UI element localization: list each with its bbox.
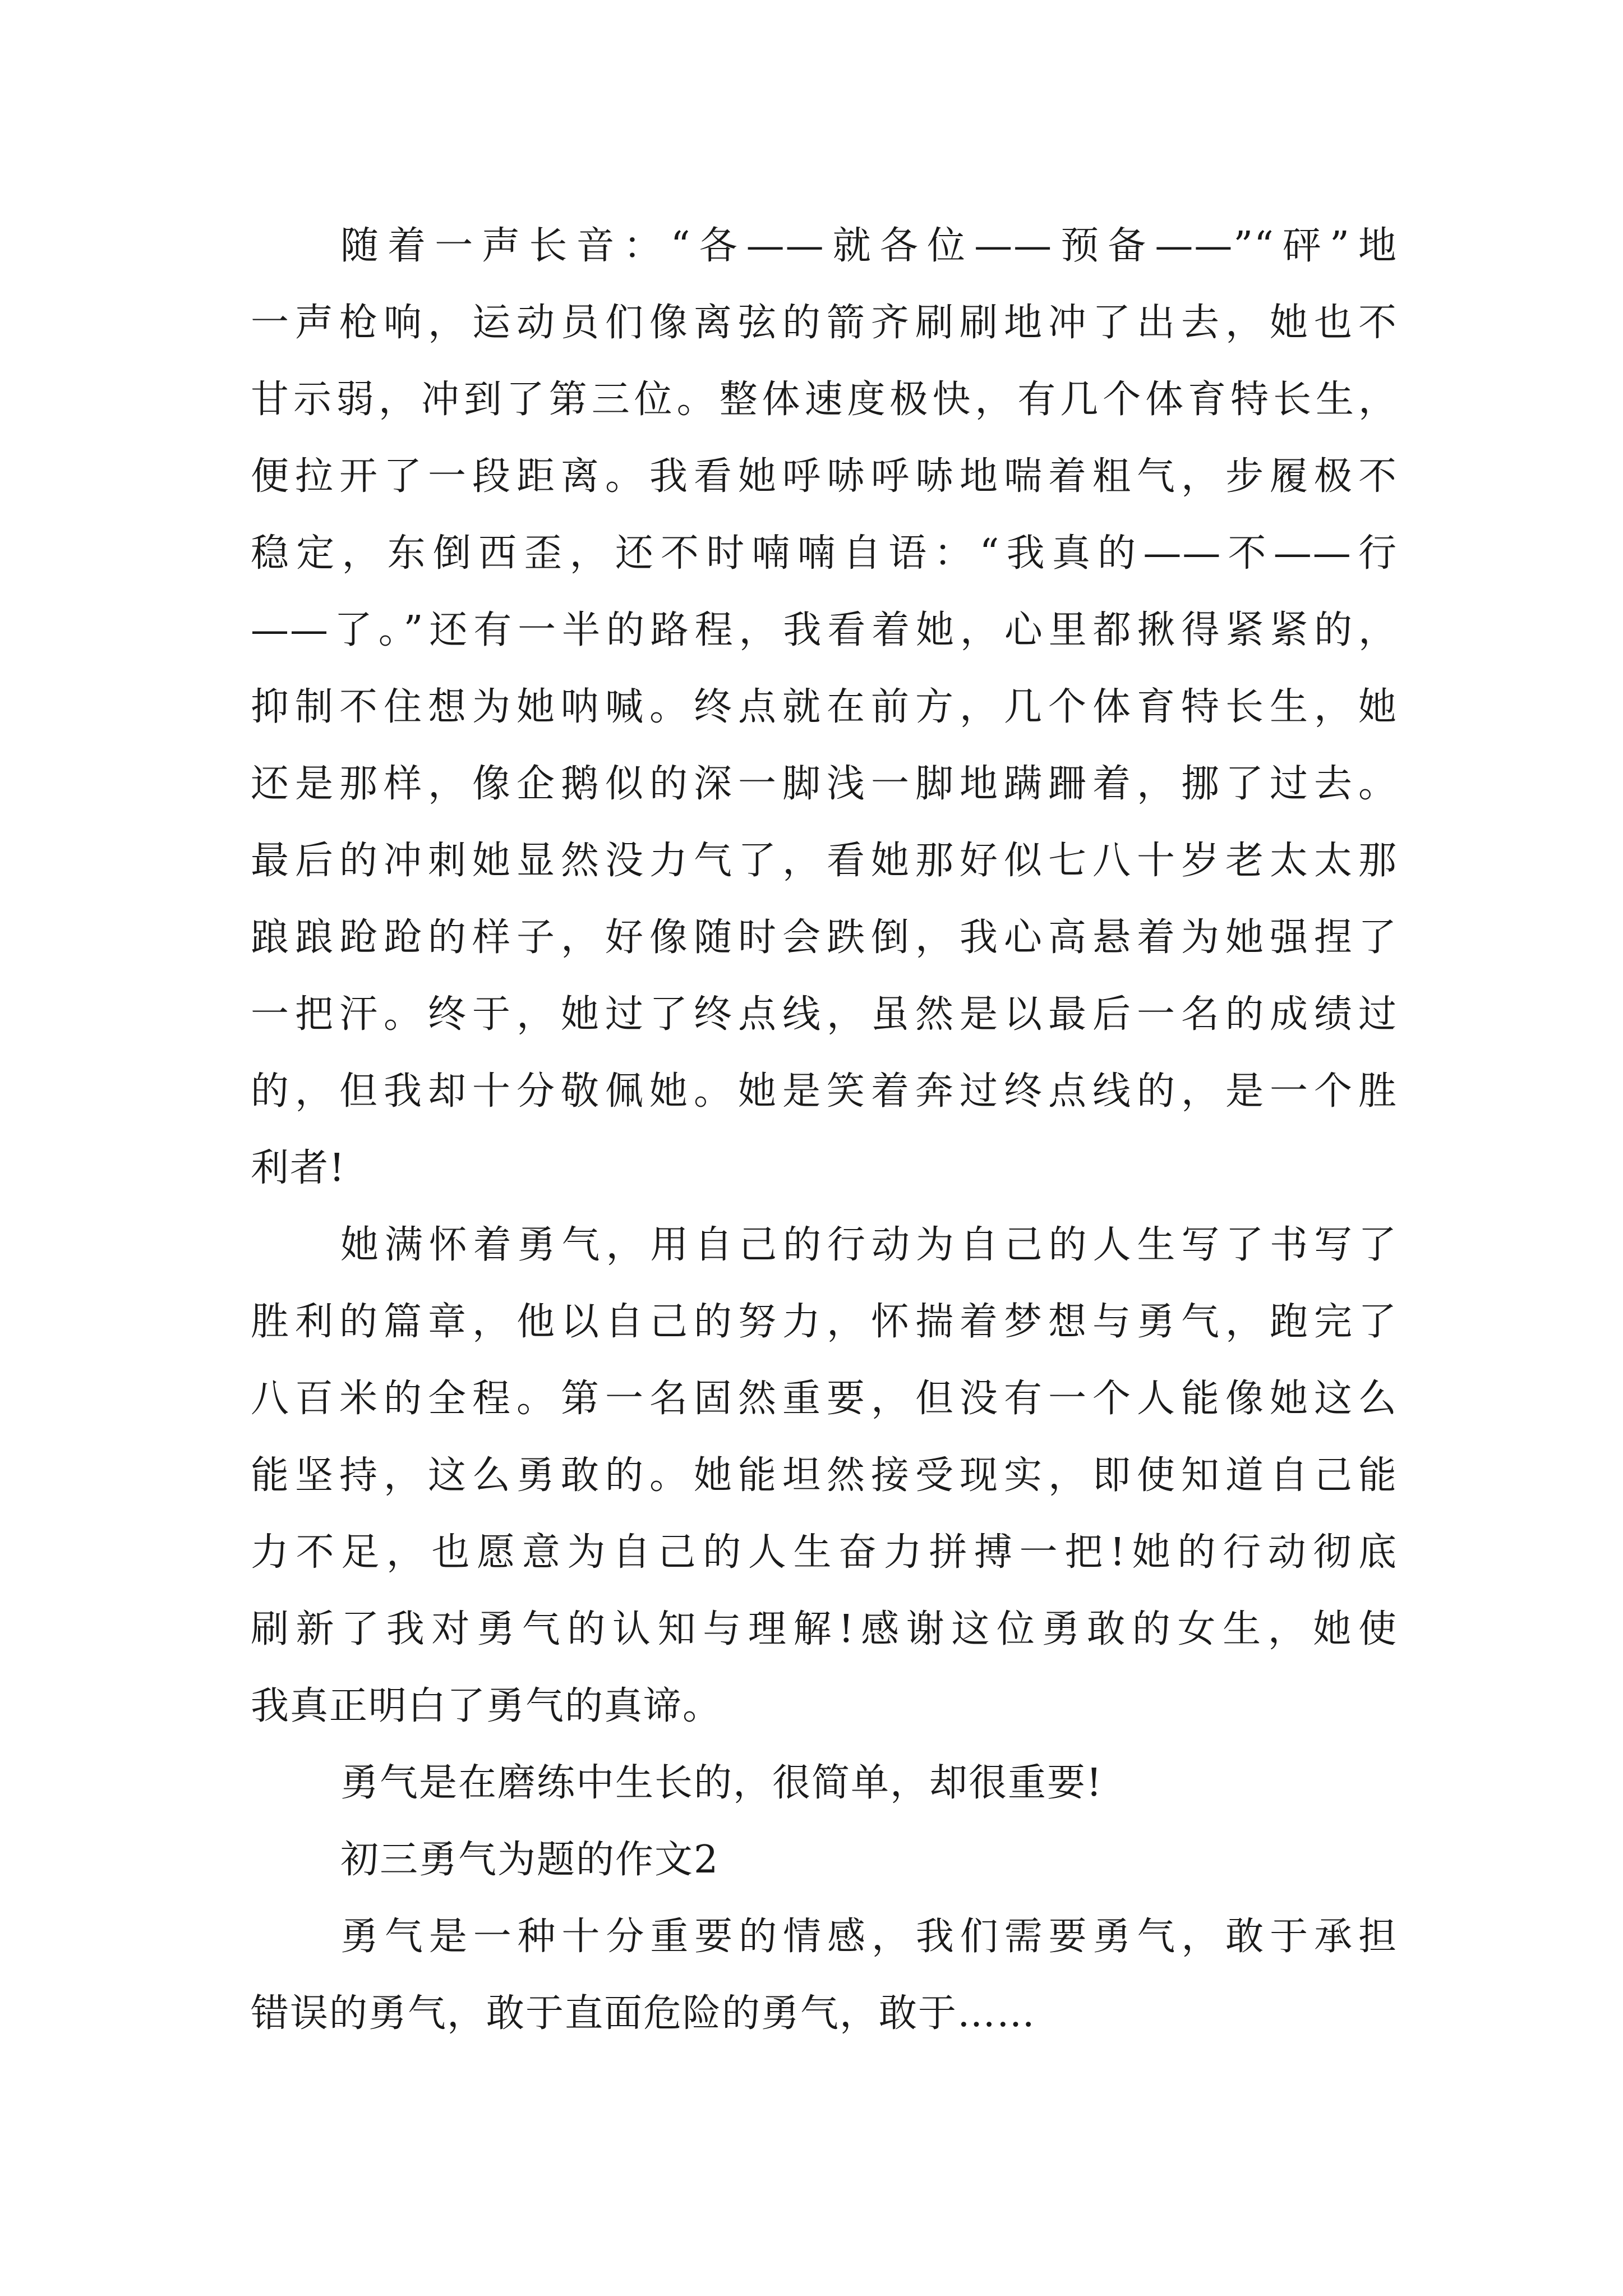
text-line: 随着一声长音：“各——就各位——预备——”“砰”地 [340, 224, 1398, 268]
text-line: 踉踉跄跄的样子，好像随时会跌倒，我心高悬着为她强捏了 [251, 915, 1398, 960]
text-line: 力不足，也愿意为自己的人生奋力拼搏一把!她的行动彻底 [251, 1530, 1398, 1575]
text-line: 能坚持，这么勇敢的。她能坦然接受现实，即使知道自己能 [251, 1453, 1398, 1498]
essay-title: 初三勇气为题的作文2 [340, 1838, 720, 1882]
text-line: 稳定，东倒西歪，还不时喃喃自语：“我真的——不——行 [251, 531, 1398, 576]
document-body [251, 208, 1398, 2052]
text-line: 利者! [251, 1146, 346, 1190]
text-line: 抑制不住想为她呐喊。终点就在前方，几个体育特长生，她 [251, 685, 1398, 729]
text-line: 错误的勇气，敢于直面危险的勇气，敢于…… [251, 1991, 1036, 2036]
paragraph-courage-reflection [251, 1207, 1398, 1745]
text-line: 一把汗。终于，她过了终点线，虽然是以最后一名的成绩过 [251, 992, 1398, 1037]
text-line: 胜利的篇章，他以自己的努力，怀揣着梦想与勇气，跑完了 [251, 1300, 1398, 1344]
paragraph-essay-2-intro [251, 1898, 1398, 2052]
paragraph-race [251, 208, 1398, 1207]
text-line: 勇气是在磨练中生长的，很简单，却很重要! [340, 1761, 1103, 1805]
text-line: 八百米的全程。第一名固然重要，但没有一个人能像她这么 [251, 1377, 1398, 1421]
text-line: 便拉开了一段距离。我看她呼哧呼哧地喘着粗气，步履极不 [251, 454, 1398, 499]
text-line: 甘示弱，冲到了第三位。整体速度极快，有几个体育特长生， [251, 378, 1398, 422]
text-line: 最后的冲刺她显然没力气了，看她那好似七八十岁老太太那 [251, 839, 1398, 883]
text-line: 我真正明白了勇气的真谛。 [251, 1684, 722, 1728]
text-line: 刷新了我对勇气的认知与理解!感谢这位勇敢的女生，她使 [251, 1607, 1398, 1651]
text-line: 一声枪响，运动员们像离弦的箭齐刷刷地冲了出去，她也不 [251, 301, 1398, 345]
text-line: 的，但我却十分敬佩她。她是笑着奔过终点线的，是一个胜 [251, 1069, 1398, 1114]
text-line: 勇气是一种十分重要的情感，我们需要勇气，敢于承担 [340, 1915, 1398, 1959]
text-line: 还是那样，像企鹅似的深一脚浅一脚地蹒跚着，挪了过去。 [251, 762, 1398, 806]
text-line: ——了。”还有一半的路程，我看着她，心里都揪得紧紧的， [251, 608, 1398, 652]
paragraph-conclusion [251, 1745, 1398, 1821]
essay-heading [251, 1821, 1398, 1898]
text-line: 她满怀着勇气，用自己的行动为自己的人生写了书写了 [340, 1223, 1398, 1267]
